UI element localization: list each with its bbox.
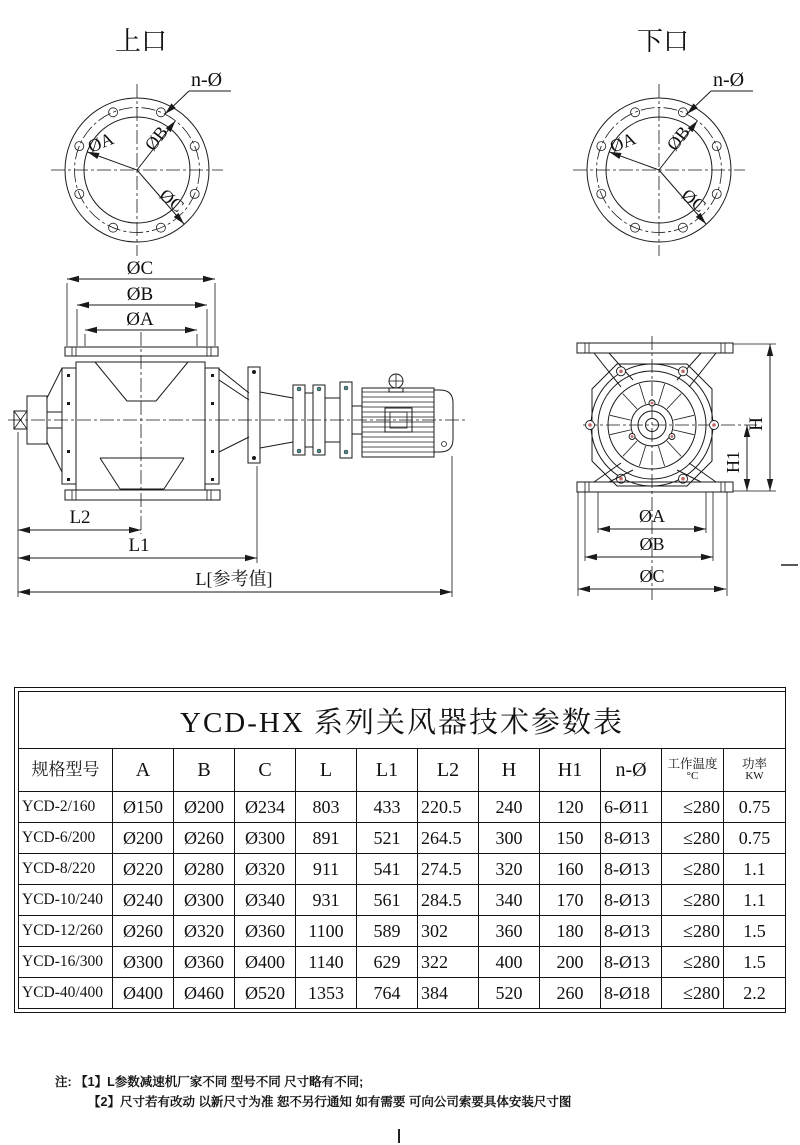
cell-h: 400 <box>479 947 540 978</box>
dim-label-b: ØB <box>662 122 694 155</box>
cell-h: 520 <box>479 978 540 1009</box>
cell-a: Ø300 <box>113 947 174 978</box>
column-header-label: A <box>135 758 151 781</box>
side-view-drawing <box>8 258 468 597</box>
cell-model: YCD-10/240 <box>19 885 113 916</box>
spec-table-container <box>14 687 786 1013</box>
cell-h1: 170 <box>540 885 601 916</box>
column-header-label: L2 <box>436 758 460 781</box>
cell-l1: 764 <box>357 978 418 1009</box>
column-header-unit: KW <box>745 770 764 783</box>
dim-label-l1: L1 <box>128 535 150 556</box>
column-header <box>113 749 174 792</box>
cell-temp: ≤280 <box>662 792 724 823</box>
dim-label-b: ØB <box>140 122 172 155</box>
cell-l2: 302 <box>418 916 479 947</box>
column-header <box>19 749 113 792</box>
cell-h: 320 <box>479 854 540 885</box>
cell-c: Ø234 <box>235 792 296 823</box>
cell-model: YCD-2/160 <box>19 792 113 823</box>
dim-label-h1: H1 <box>723 451 743 473</box>
column-header-label: B <box>197 758 211 781</box>
column-header <box>235 749 296 792</box>
column-header <box>662 749 724 792</box>
cell-a: Ø150 <box>113 792 174 823</box>
dim-label-c: ØC <box>677 184 710 217</box>
cell-h: 340 <box>479 885 540 916</box>
cell-c: Ø320 <box>235 854 296 885</box>
cell-model: YCD-6/200 <box>19 823 113 854</box>
cell-model: YCD-8/220 <box>19 854 113 885</box>
cell-c: Ø300 <box>235 823 296 854</box>
dim-label-l-ref: L[参考值] <box>195 569 273 589</box>
column-header <box>601 749 662 792</box>
table-header-row <box>19 749 786 792</box>
cell-h1: 200 <box>540 947 601 978</box>
cell-l: 1353 <box>296 978 357 1009</box>
lower-port-diagram <box>573 27 753 256</box>
column-header <box>174 749 235 792</box>
cell-model: YCD-12/260 <box>19 916 113 947</box>
column-header <box>479 749 540 792</box>
cell-b: Ø280 <box>174 854 235 885</box>
cell-a: Ø240 <box>113 885 174 916</box>
dim-label-b: ØB <box>126 284 154 305</box>
dim-label-a: ØA <box>606 128 639 157</box>
cell-l2: 264.5 <box>418 823 479 854</box>
cell-l: 1140 <box>296 947 357 978</box>
cell-h: 240 <box>479 792 540 823</box>
dim-label-a: ØA <box>126 309 154 330</box>
cell-power: 2.2 <box>724 978 786 1009</box>
cell-temp: ≤280 <box>662 947 724 978</box>
column-header-unit: °C <box>686 770 699 783</box>
cell-power: 0.75 <box>724 823 786 854</box>
cell-c: Ø340 <box>235 885 296 916</box>
cell-a: Ø220 <box>113 854 174 885</box>
cell-a: Ø260 <box>113 916 174 947</box>
column-header <box>296 749 357 792</box>
dim-label-a: ØA <box>639 506 665 526</box>
table-row <box>19 916 786 947</box>
cell-b: Ø260 <box>174 823 235 854</box>
cell-temp: ≤280 <box>662 885 724 916</box>
cell-l: 1100 <box>296 916 357 947</box>
table-title: YCD-HX 系列关风器技术参数表 <box>19 692 786 749</box>
column-header-label: L <box>319 758 333 781</box>
cell-b: Ø320 <box>174 916 235 947</box>
footnote-1: 注: 【1】L参数减速机厂家不同 型号不同 尺寸略有不同; <box>55 1075 364 1089</box>
cell-power: 1.1 <box>724 854 786 885</box>
cell-b: Ø200 <box>174 792 235 823</box>
cell-l: 911 <box>296 854 357 885</box>
cell-l2: 384 <box>418 978 479 1009</box>
upper-port-diagram <box>51 27 231 256</box>
column-header <box>418 749 479 792</box>
cell-temp: ≤280 <box>662 916 724 947</box>
dim-label-a: ØA <box>84 128 117 157</box>
cell-model: YCD-40/400 <box>19 978 113 1009</box>
column-header <box>540 749 601 792</box>
cell-n-holes: 8-Ø13 <box>601 916 662 947</box>
cell-l1: 433 <box>357 792 418 823</box>
column-header <box>724 749 786 792</box>
cell-c: Ø360 <box>235 916 296 947</box>
cell-l2: 322 <box>418 947 479 978</box>
cell-l2: 274.5 <box>418 854 479 885</box>
dim-label-c: ØC <box>126 258 154 279</box>
column-header-label: H <box>501 758 517 781</box>
cell-n-holes: 8-Ø13 <box>601 823 662 854</box>
cell-c: Ø400 <box>235 947 296 978</box>
cell-power: 1.5 <box>724 916 786 947</box>
end-view-drawing <box>577 336 776 600</box>
lower-port-title: 下口 <box>636 27 690 56</box>
cell-c: Ø520 <box>235 978 296 1009</box>
cell-temp: ≤280 <box>662 978 724 1009</box>
cell-l2: 284.5 <box>418 885 479 916</box>
cell-l1: 521 <box>357 823 418 854</box>
cell-n-holes: 6-Ø11 <box>601 792 662 823</box>
cell-l1: 541 <box>357 854 418 885</box>
column-header-label: C <box>258 758 272 781</box>
footnote-2: 【2】尺寸若有改动 以新尺寸为准 恕不另行通知 如有需要 可向公司索要具体安装尺寸图 <box>88 1095 572 1109</box>
cell-a: Ø400 <box>113 978 174 1009</box>
table-title-row <box>19 692 786 749</box>
cell-a: Ø200 <box>113 823 174 854</box>
cell-n-holes: 8-Ø13 <box>601 947 662 978</box>
cell-h1: 120 <box>540 792 601 823</box>
bolt-count-label: n-Ø <box>191 69 223 91</box>
motor-drawing <box>362 374 453 457</box>
dim-label-c: ØC <box>639 566 665 586</box>
cell-h1: 160 <box>540 854 601 885</box>
cell-h: 300 <box>479 823 540 854</box>
footnotes <box>55 1072 571 1112</box>
cell-h1: 150 <box>540 823 601 854</box>
column-header-label: H1 <box>557 758 583 781</box>
dim-label-c: ØC <box>155 184 188 217</box>
cell-h: 360 <box>479 916 540 947</box>
column-header-label: 功率 <box>742 756 768 771</box>
table-row <box>19 854 786 885</box>
cell-b: Ø300 <box>174 885 235 916</box>
table-body <box>19 792 786 1009</box>
column-header-label: n-Ø <box>615 758 647 781</box>
cell-l1: 589 <box>357 916 418 947</box>
cell-h1: 260 <box>540 978 601 1009</box>
column-header-label: L1 <box>375 758 399 781</box>
cell-l: 891 <box>296 823 357 854</box>
cell-h1: 180 <box>540 916 601 947</box>
cell-n-holes: 8-Ø13 <box>601 885 662 916</box>
cell-model: YCD-16/300 <box>19 947 113 978</box>
cell-l2: 220.5 <box>418 792 479 823</box>
cell-b: Ø460 <box>174 978 235 1009</box>
scan-artifact-tick <box>398 1129 400 1143</box>
dim-label-b: ØB <box>639 534 665 554</box>
table-row <box>19 792 786 823</box>
bolt-count-label: n-Ø <box>713 69 745 91</box>
cell-power: 1.5 <box>724 947 786 978</box>
cell-l: 931 <box>296 885 357 916</box>
cell-temp: ≤280 <box>662 823 724 854</box>
column-header-label: 规格型号 <box>31 760 100 780</box>
cell-b: Ø360 <box>174 947 235 978</box>
cell-power: 0.75 <box>724 792 786 823</box>
upper-port-title: 上口 <box>114 27 168 56</box>
cell-temp: ≤280 <box>662 854 724 885</box>
column-header-label: 工作温度 <box>667 756 718 771</box>
table-row <box>19 885 786 916</box>
spec-table <box>18 691 786 1009</box>
dim-label-h: H <box>746 417 767 431</box>
cell-n-holes: 8-Ø18 <box>601 978 662 1009</box>
table-row <box>19 947 786 978</box>
cell-l: 803 <box>296 792 357 823</box>
dim-label-l2: L2 <box>69 507 91 528</box>
column-header <box>357 749 418 792</box>
cell-n-holes: 8-Ø13 <box>601 854 662 885</box>
cell-power: 1.1 <box>724 885 786 916</box>
cell-l1: 561 <box>357 885 418 916</box>
table-row <box>19 978 786 1009</box>
cell-l1: 629 <box>357 947 418 978</box>
table-row <box>19 823 786 854</box>
